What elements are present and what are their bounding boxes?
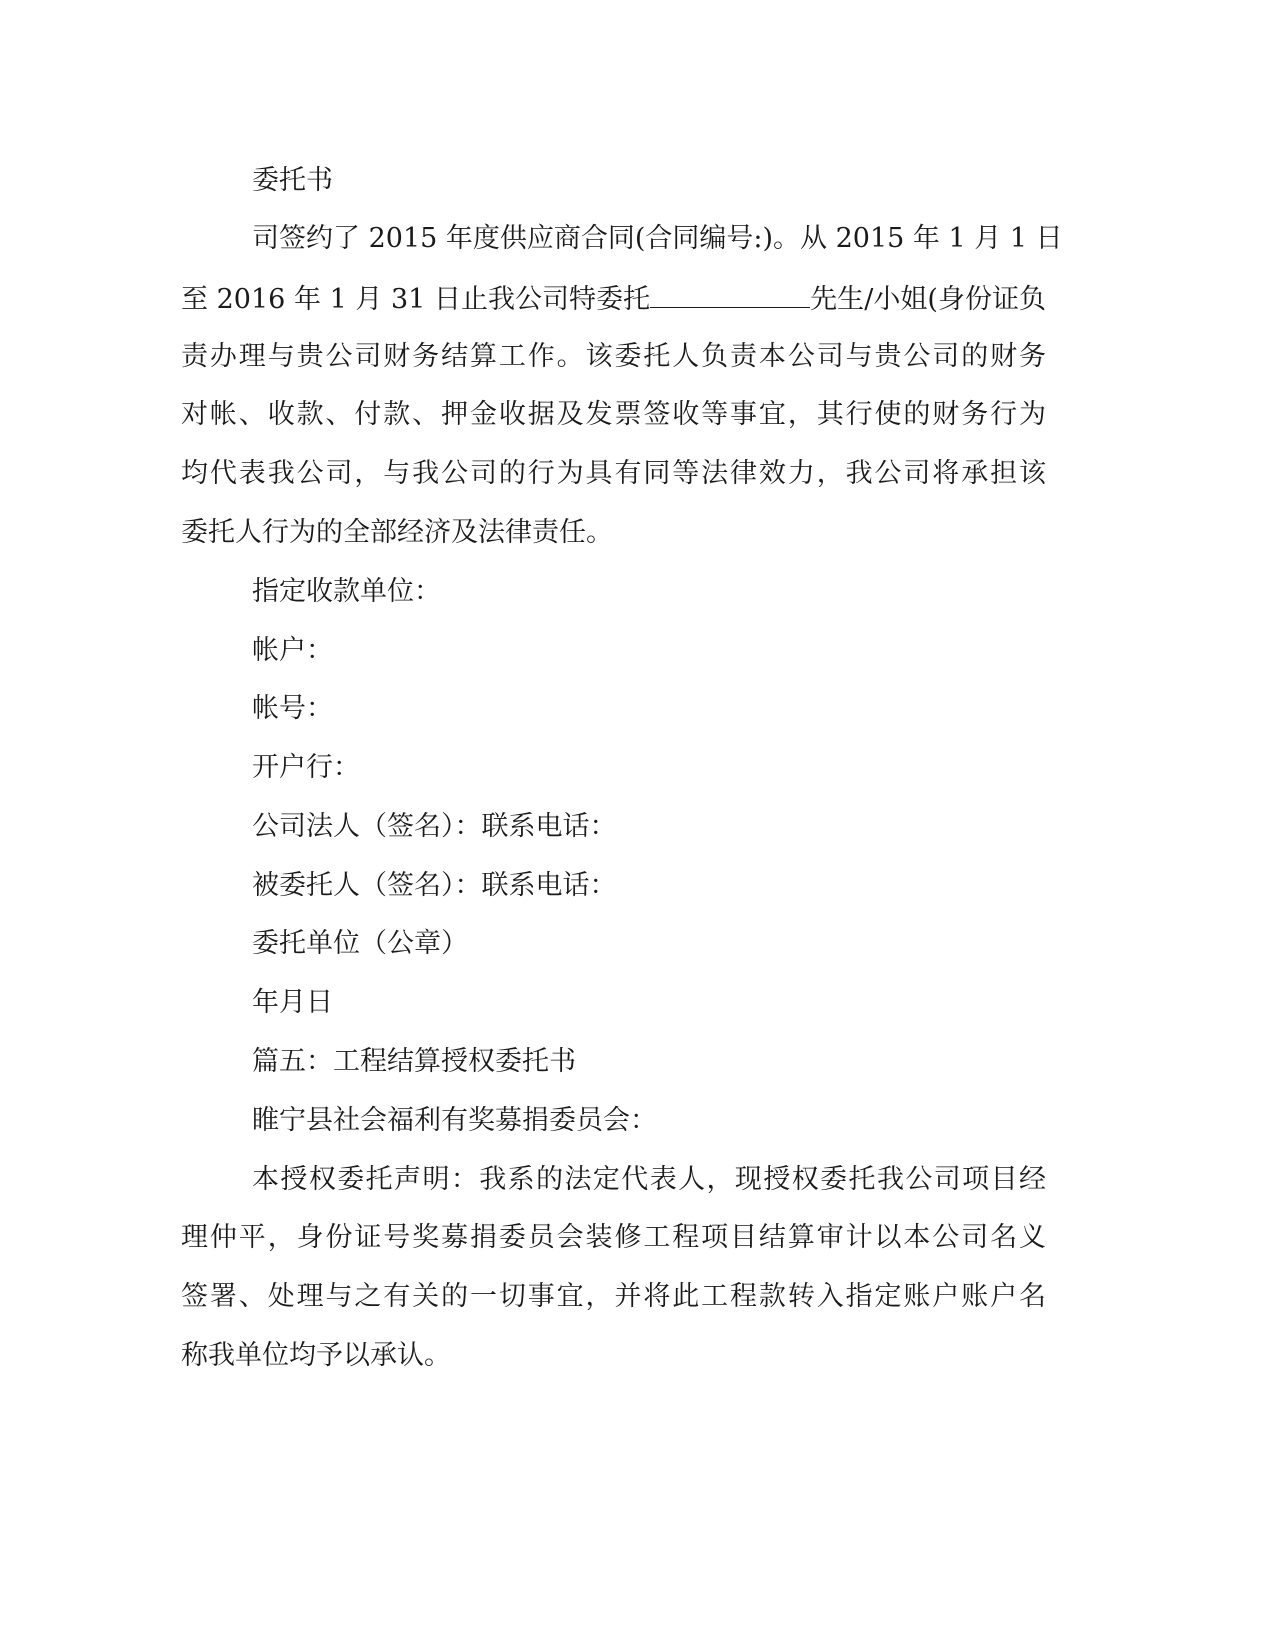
- account-name-label: 帐户：: [252, 635, 333, 666]
- payee-unit-label: 指定收款单位：: [252, 576, 441, 607]
- paragraph1-line5: 均代表我公司，与我公司的行为具有同等法律效力，我公司将承担该: [181, 458, 1046, 489]
- paragraph1-line1: 司签约了 2015 年度供应商合同(合同编号:)。从 2015 年 1 月 1 日: [252, 223, 1063, 254]
- document-heading: 委托书: [252, 165, 333, 196]
- agent-name-blank: [650, 281, 810, 308]
- section5-line3: 签署、处理与之有关的一切事宜，并将此工程款转入指定账户账户名: [181, 1281, 1046, 1312]
- paragraph1-line4: 对帐、收款、付款、押金收据及发票签收等事宜，其行使的财务行为: [181, 399, 1046, 430]
- paragraph1-line3: 责办理与贵公司财务结算工作。该委托人负责本公司与贵公司的财务: [181, 341, 1046, 372]
- account-number-label: 帐号：: [252, 693, 333, 724]
- legal-rep-signature-label: 公司法人（签名）：联系电话：: [252, 811, 617, 842]
- section5-title: 篇五：工程结算授权委托书: [252, 1046, 576, 1077]
- paragraph1-line2-after: 先生/小姐(身份证负: [810, 284, 1046, 315]
- paragraph1-line6: 委托人行为的全部经济及法律责任。: [181, 517, 613, 548]
- section5-line1: 本授权委托声明：我系的法定代表人，现授权委托我公司项目经: [252, 1164, 1046, 1195]
- bank-label: 开户行：: [252, 752, 360, 783]
- seal-label: 委托单位（公章）: [252, 928, 468, 959]
- agent-signature-label: 被委托人（签名）：联系电话：: [252, 870, 617, 901]
- paragraph1-line2-before: 至 2016 年 1 月 31 日止我公司特委托: [181, 284, 651, 315]
- section5-addressee: 睢宁县社会福利有奖募捐委员会：: [252, 1105, 657, 1136]
- date-label: 年月日: [252, 987, 333, 1018]
- section5-line2: 理仲平，身份证号奖募捐委员会装修工程项目结算审计以本公司名义: [181, 1222, 1046, 1253]
- section5-line4: 称我单位均予以承认。: [181, 1340, 451, 1371]
- paragraph1-line2: [181, 281, 1046, 317]
